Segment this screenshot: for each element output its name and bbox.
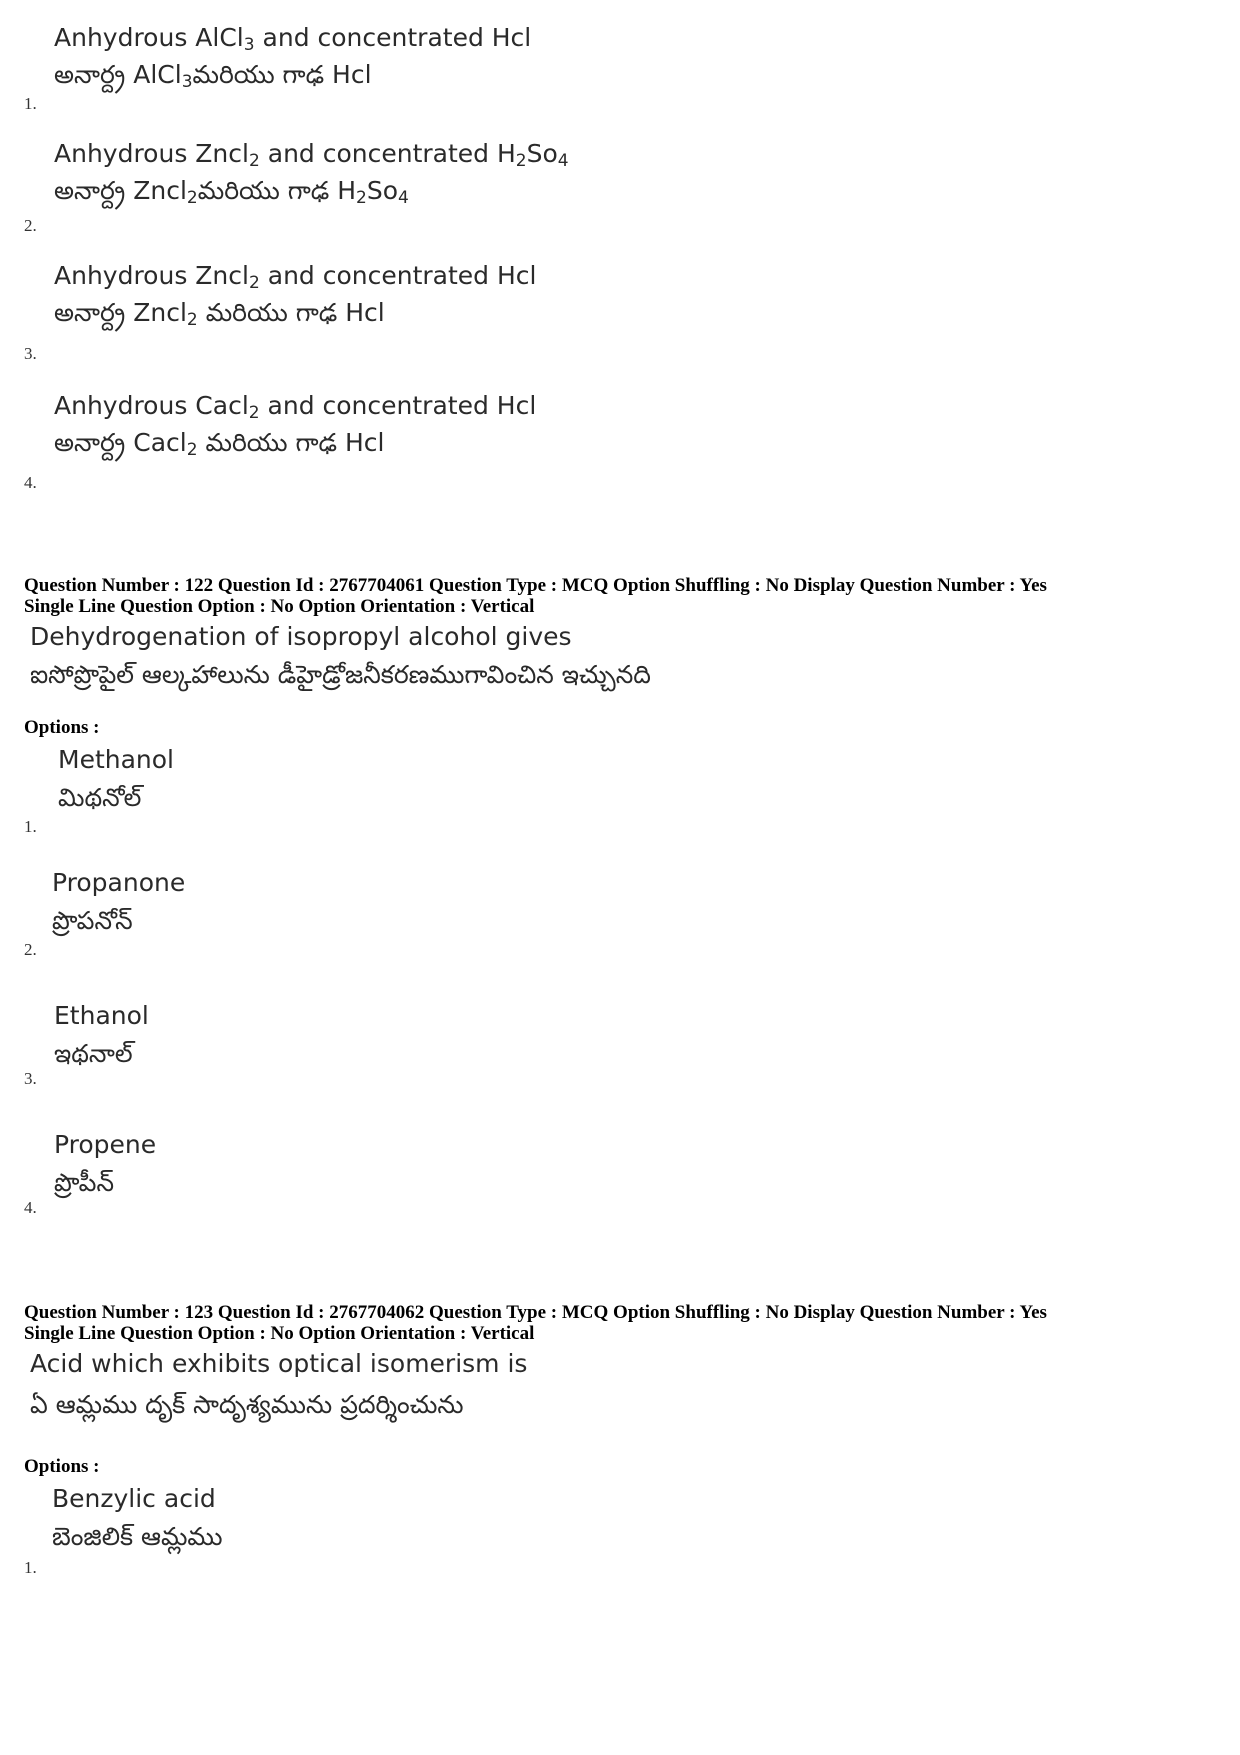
option-text-en: Anhydrous Cacl$_2$ and concentrated Hcl	[54, 391, 537, 423]
option-number: 1.	[24, 817, 37, 836]
option-text-te: బెంజిలిక్ ఆమ్లము	[52, 1522, 223, 1551]
question-meta-line-1: Question Number : 122 Question Id : 2767704061 Question Type : MCQ Option Shuffling : No Display Question Number : Yes	[24, 575, 1047, 596]
option-text-te: అనార్ద్ర Zncl$_2$ మరియు గాఢ Hcl	[54, 298, 385, 330]
option-number: 1.	[24, 1558, 37, 1577]
option-text-en: Anhydrous Zncl$_2$ and concentrated Hcl	[54, 261, 537, 293]
option-text-te: అనార్ద్ర Cacl$_2$ మరియు గాఢ Hcl	[54, 428, 385, 460]
option-text-en: Propanone	[52, 868, 186, 897]
option-text-en: Propene	[54, 1130, 157, 1159]
question-meta	[24, 575, 1047, 617]
options-label: Options :	[24, 1456, 100, 1477]
option-text-te: ప్రొపీన్	[54, 1168, 115, 1197]
option-number: 2.	[24, 940, 37, 959]
question-text-te: ఏ ఆమ్లము దృక్ సాదృశ్యమును ప్రదర్శించును	[30, 1390, 464, 1419]
option-text-en: Ethanol	[54, 1001, 149, 1030]
question-meta-line-2: Single Line Question Option : No Option Orientation : Vertical	[24, 596, 535, 617]
option-text-te: ప్రొపనోన్	[52, 906, 133, 935]
option-number: 4.	[24, 1198, 37, 1217]
question-text-en: Dehydrogenation of isopropyl alcohol gives	[30, 622, 572, 651]
option-text-en: Anhydrous Zncl$_2$ and concentrated $H_2So_4$	[54, 139, 569, 171]
option-text-en: Anhydrous AlCl$_3$ and concentrated Hcl	[54, 23, 532, 55]
option-number: 3.	[24, 1069, 37, 1088]
options-label: Options :	[24, 717, 100, 738]
question-meta	[24, 1302, 1047, 1344]
question-text-te: ఐసోప్రొపైల్ ఆల్కహాలును డీహైడ్రోజనీకరణముగావించిన ఇచ్చునది	[30, 660, 651, 689]
option-text-te: మిథనోల్	[58, 783, 142, 812]
option-text-te: అనార్ద్ర Zncl$_2$మరియు గాఢ $H_2So_4$	[54, 176, 409, 208]
option-text-te: ఇథనాల్	[54, 1039, 133, 1068]
option-number: 4.	[24, 473, 37, 492]
option-text-te: అనార్ద్ర AlCl$_3$మరియు గాఢ Hcl	[54, 60, 372, 92]
option-text-en: Methanol	[58, 745, 175, 774]
option-number: 1.	[24, 94, 37, 113]
option-number: 3.	[24, 344, 37, 363]
question-text-en: Acid which exhibits optical isomerism is	[30, 1349, 528, 1378]
option-number: 2.	[24, 216, 37, 235]
option-text-en: Benzylic acid	[52, 1484, 216, 1513]
question-meta-line-2: Single Line Question Option : No Option Orientation : Vertical	[24, 1323, 535, 1344]
question-meta-line-1: Question Number : 123 Question Id : 2767704062 Question Type : MCQ Option Shuffling : No Display Question Number : Yes	[24, 1302, 1047, 1323]
